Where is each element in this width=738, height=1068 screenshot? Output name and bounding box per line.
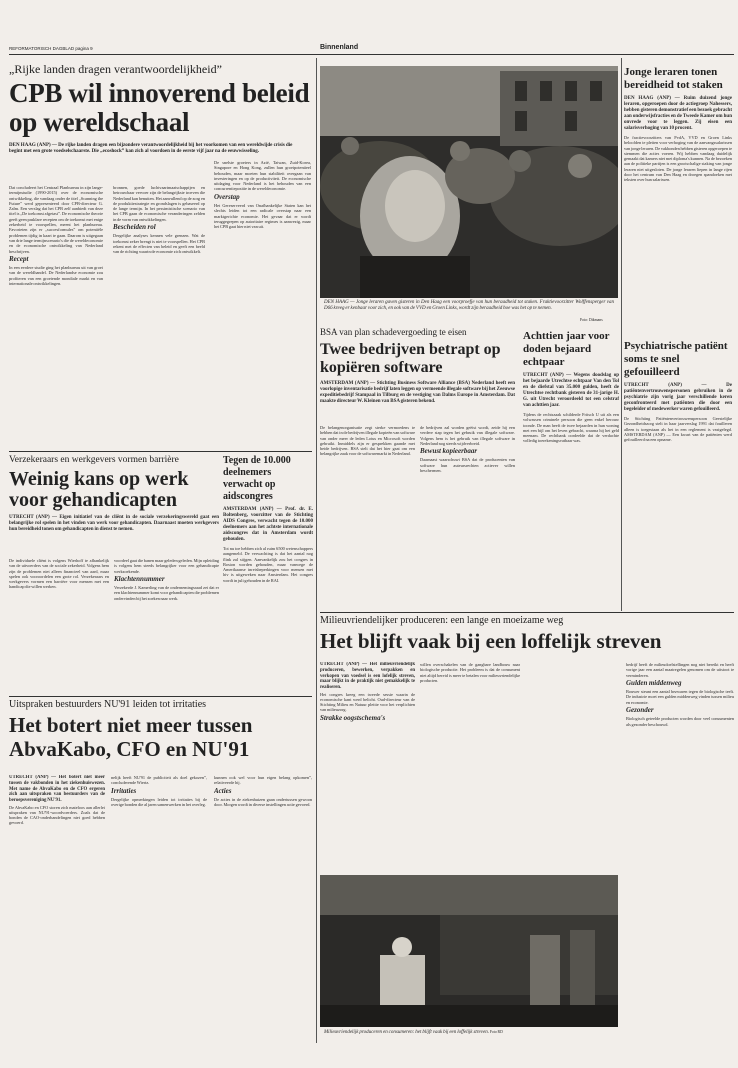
lead: DEN HAAG (ANP) — Ruim duizend jonge leraren, opgeroepen door de actiegroep Nahessers, hebben gisteren demonstratief een bezoek gebracht aan onderwijsfracties en de Tweede Kamer om hun onvrede voor te leggen. Zij eisen een salarisverhoging van 10 procent. <box>624 96 732 131</box>
paragraph: Dat concludeert het Centraal Planbureau in zijn lange-termijnstudie (1990-2015) over de economische ontwikkeling, die vandaag onder de titel „Scanning the Future” werd gepresenteerd door CPB-directeur G. Zalm. Een verslag dat het CPB zelf aanbiedt van deze titel is „De toekomst afgetast”. De economische theorie geeft geen pasklare recepten om de toekomst met enige zekerheid te voorspellen, meent het planbureau. Favorieten zijn er „succesformules” om potentiële problemen tijdig in kaart te gaan. Daarom is uitgegaan van drie lange termijnscenario's die de wereldeconomie en de economische ontwikkeling van Nederland beschrijven. <box>9 185 103 254</box>
paragraph: kunnen ook wel voor hun eigen belang opkomen”, relativeerde hij. <box>214 775 312 786</box>
subheading: Overstap <box>214 192 240 201</box>
photo-credit: Foto RD <box>489 1030 503 1034</box>
article-abvakabo-column-3 <box>214 775 312 1040</box>
article-psychiatrisch <box>624 340 732 611</box>
divider <box>320 612 734 613</box>
article-milieu-column-1 <box>320 662 415 872</box>
lead: UTRECHT (ANP) — Wegens doodslag op het bejaarde Utrechtse echtpaar Van den Tol en de diefstal van 35.000 gulden, heeft de Utrechtse rechtbank gisteren de 31-jarige H. G. uit Utrecht veroordeeld tot een celstraf van achttien jaar. <box>523 373 619 408</box>
kicker: Milieuvriendelijker produceren: een lange en moeizame weg <box>320 615 564 626</box>
kicker: Uitspraken bestuurders NU'91 leiden tot irritaties <box>9 699 207 710</box>
divider <box>9 696 312 697</box>
headline: Weinig kans op werk voor gehandicapten <box>9 468 189 511</box>
paragraph: de bedrijven zal worden geëist wordt, zeide hij een verdere stap tegen het gebruik van illegale software. Volgens hem is het gebruik van illegale software in Nederland nog steeds wijdverbreid. <box>420 425 515 446</box>
subheading: Gezonder <box>626 706 654 715</box>
kicker: BSA van plan schadevergoeding te eisen <box>320 327 467 337</box>
divider <box>9 451 312 452</box>
article-abvakabo-column-1 <box>9 775 105 1040</box>
paragraph: nelijk heeft NU'91 de publiciteit als doel gekozen”, concluderende Wiertz. <box>111 775 207 786</box>
article-cpb-column-3 <box>214 160 311 450</box>
article-bsa-column-1 <box>320 425 415 611</box>
paragraph: Daarnaast waarschuwt BSA dat de producenten van software hun auteursrechten actiever willen beschermen. <box>420 457 515 474</box>
article-bsa-column-2 <box>420 425 515 611</box>
paragraph: willen overschakelen van de gangbare landbouw naar biologische productie. Het probleem is dat de consument niet altijd bereid is meer te betalen voor milieuvriendelijke producten. <box>420 662 520 683</box>
photo-factory-image <box>320 875 618 1027</box>
article-abvakabo <box>9 699 312 761</box>
article-aidscongres <box>223 455 313 693</box>
lead: DEN HAAG (ANP) — De rijke landen dragen een bijzondere verantwoordelijkheid bij het voorkomen van een wereldwijde crisis die begint met een grote voedselschaarste. Die „ecoshock” kan zich al voordoen in de eerste vijf jaar na de eeuwwisseling. <box>9 143 293 154</box>
paragraph: De belangenorganisatie zegt sterke vermoedens te hebben dat in de bedrijven illegale kopieën van software van onder meer de leden Lotus en Microsoft worden gebruikt. Inmiddels zijn er gesprekken gaande met beide bedrijven. BSA stelt dat het hier gaat om een belangrijke zaak voor de softwaremarkt in Nederland. <box>320 425 415 457</box>
headline: CPB wil innoverend beleid op wereldschaal <box>9 78 310 137</box>
headline: Het blijft vaak bij een loffelijk streven <box>320 629 662 653</box>
header-rule <box>9 54 734 55</box>
article-bsa <box>320 327 515 405</box>
paragraph: De AbvaKabo en CFO storen zich mateloos aan allerlei uitspraken van NU'91-woordvoerders. Zoals dat de bonden de CAO-onderhandelingen niet goed hebben gevoerd. <box>9 804 105 826</box>
paragraph: bedrijf heeft de milieudoelstellingen nog niet bereikt en heeft vorige jaar een aantal maatregelen genomen om de uitstoot te verminderen. <box>626 662 734 678</box>
article-gehandicapten-column-2 <box>114 558 219 693</box>
column-rule <box>316 58 317 1043</box>
subheading: Gulden middenweg <box>626 678 682 687</box>
photo-caption <box>324 1029 614 1036</box>
paragraph: Het Gereserveerd van Onafhankelijke Staten kan het slechts leiden tot een radicale overstap naar een marktgerichte economie. Het gevaar dat er wordt teruggegrepen op autoritaire regimes is aanwezig, maar het CPB gaat hier niet van uit. <box>214 203 311 230</box>
kicker: „Rijke landen dragen verantwoordelijkheid” <box>9 62 222 76</box>
body: Tijdens de rechtszaak schilderde Fritsch U uit als een volwassen criminele persoon die geen enkel berouw toonde. De man heeft de twee bejaarden in hun woning met een bijl om het leven gebracht, waarna hij het geld meenam. De rechtbank oordeelde dat de verdachte volledig toerekeningsvatbaar was. <box>523 412 619 444</box>
paragraph: De acties in de ziekenhuizen gaan ondertussen gewoon door. Morgen wordt in diverse instellingen actie gevoerd. <box>214 796 312 808</box>
body: De Stichting Patiëntenvertrouwenspersoon Geestelijke Gezondheidszorg stelt in haar jaarverslag 1991 dat fouilleren alleen is toegestaan als het in een reglement is vastgelegd. AMSTERDAM (ANP) — Een kwart van de patiënten werd gefouilleerd na een opname. <box>624 416 732 443</box>
paragraph: De snelste groeiers in Azië, Taiwan, Zuid-Korea, Singapore en Hong Kong, zullen hun groeipotentieel behouden, maar moeten hun stabiliteit overgaan van investeringen en op de productiviteit. De economische uitdaging voor Nederland is het behouden van een concurrentiepositie in de wereldeconomie. <box>214 160 311 192</box>
running-head-section: Binnenland <box>320 44 359 51</box>
headline: Twee bedrijven betrapt op kopiëren software <box>320 341 501 376</box>
subheading: Bewust kopieerbaar <box>420 447 478 456</box>
paragraph: bronnen, goede luchtvaartmaatschappijen en betrouwbaar vervoer zijn de belangrijkste troeven die Nederland kan benutten. Het aanvullend op de zorg en de produktiestrategie en grondslagen is gebaseerd op de lange termijn. In het pessimistische scenario van het CPB gaan de economische veranderingen zelden in de vorm van ontwikkelingen. <box>113 185 205 222</box>
lead: UTRECHT (ANP) — Het botert niet meer tussen de vakbonden in het ziekenhuiswezen. Met name de AbvaKabo en de CFO ergeren zich aan uitspraken van bestuurders van de beroepsvereniging NU'91. <box>9 775 105 804</box>
lead: AMSTERDAM (ANP) — Stichting Business Software Alliance (BSA) Nederland heeft een voorlopige inventarisatie bedrijf laten leggen op vermeende illegale software bij het Zeeuwse expeditiebedrijf Stampaal in Tilburg en de vestiging van Dalms Europe in Amsterdam. Dat maakte directeur W. Kleinen van BSA gisteren bekend. <box>320 381 515 404</box>
headline: Tegen de 10.000 deelnemers verwacht op aidscongres <box>223 455 291 502</box>
paragraph: Dergelijke opmerkingen leiden tot irritaties bij de overige bonden die al jaren samenwerken in het overleg. <box>111 796 207 808</box>
subheading: Recept <box>9 254 29 263</box>
article-achttien-jaar <box>523 330 619 611</box>
lead: UTRECHT (ANP) — Het milieuvriendelijk produceren, bewerken, verpakken en verkopen van voedsel is een lofelijk streven, maar blijkt in de praktijk niet gemakkelijk te realiseren. <box>320 662 415 691</box>
paragraph: voordeel gaat die banen maar geleden geleden. Mijn opleiding is volgens hem steeds belangrijker voor een gehandicapte werkzoekende. <box>114 558 219 574</box>
article-leraren <box>624 66 732 337</box>
lead: AMSTERDAM (ANP) — Prof. dr. E. Boltenberg, voorzitter van de Stichting AIDS Congres, verwacht tegen de 10.000 deelnemers aan het achtste internationale aidscongres dat in Amsterdam wordt gehouden. <box>223 507 313 542</box>
article-cpb-column-2 <box>113 185 205 450</box>
photo-crowd-image <box>320 66 618 298</box>
headline: Jonge leraren tonen bereidheid tot staken <box>624 66 723 91</box>
paragraph: Dergelijke analyses kennen vele grenzen. Wat de toekomst zeker brengt is niet te voorspellen. Het CPB rekent met de effecten van beleid en geeft een beeld van de richting waarin de economie zich ontwikkelt. <box>113 233 205 255</box>
paragraph: In een eerdere studie ging het planbureau uit van groei van de wereldhandel. De Nederlandse economie zou profiteren van een groeiende mondiale markt en van internationale ontwikkelingen. <box>9 265 103 287</box>
paragraph: Verzekerde J. Kamerling van de ondernemingsraad zei dat er een klachtennummer komt voor gehandicapten die problemen ondervinden bij het zoeken naar werk. <box>114 585 219 601</box>
article-abvakabo-column-2 <box>111 775 207 1040</box>
paragraph: De individuele cliënt is volgens Wierhoff te afhankelijk van de uitvoerders van de sociale zekerheid. Volgens hem zijn de problemen niet alleen financieel van aard, maar spelen ook vooroordelen een grote rol. Verzekeraars en werkgevers vormen een barrière voor mensen met een handicap die willen werken. <box>9 558 109 590</box>
kicker: Verzekeraars en werkgevers vormen barrière <box>9 455 179 465</box>
column-rule <box>621 58 622 611</box>
body: Tot nu toe hebben zich al ruim 6500 wetenschappers aangemeld. De verwachting is dat het aantal nog flink zal stijgen. Aanvankelijk zou het congres in Boston worden gehouden, maar vanwege de Amerikaanse inreisbeperkingen voor mensen met hiv is uitgeweken naar Amsterdam. Het congres wordt in juli gehouden in de RAI. <box>223 546 313 583</box>
running-head-paper: REFORMATORISCH DAGBLAD pagina 9 <box>9 46 93 51</box>
photo-credit: Foto: Dikmans <box>580 318 603 322</box>
subheading: Irritaties <box>111 786 137 795</box>
body: De fractievoorzitters van PvdA, VVD en Groen Links beloofden te pleiten voor verhoging van de aanvangssalarissen van jonge leraren. De vakbonden hebben gisteren opgeroepen te stemmen die acties voeren. Wij hebben vandaag duidelijk gemaakt dat kamers niet met diploma's kunnen. Na de bezoeken aan de politieke partijen is een grootschalige staking van jonge leraren niet uitgesloten. De jonge leraren liepen in lange rijen door het centrum van Den Haag en droegen spandoeken met teksten over hun salarissen. <box>624 135 732 183</box>
paragraph: Het congres kreeg een tweede sessie waarin de economische kant werd belicht. Oud-directeur van de Stichting Milieu en Natuur pleitte voor het verplichten van milieuzorg. <box>320 691 415 713</box>
photo-caption <box>324 300 614 312</box>
photo-milieu <box>320 875 618 1027</box>
article-cpb-column-1 <box>9 185 103 450</box>
caption-text: DEN HAAG — Jonge leraren gaven gisteren in Den Haag een voorproefje van hun beraadheid tot staken. Fraktievoorzitter Wolffensperger van D66 kreeg er kenbaar voor zich, en ook van de VVD en Groen Links, wordt zijn beraadheid hoe was het op te nemen. <box>324 300 614 311</box>
paragraph: Bouwer steunt een aantal bezwaren tegen de biologische teelt. De industrie moet een gulden middenweg vinden tussen milieu en economie. <box>626 689 734 705</box>
headline: Psychiatrische patiënt soms te snel gefouilleerd <box>624 340 728 378</box>
subheading: Klachtennummer <box>114 574 165 583</box>
lead: UTRECHT (ANP) — Eigen initiatief van de cliënt in de sociale verzekeringswereld gaat een belangrijke rol spelen in het vinden van werk voor gehandicapten. Daarnaast moeten werkgevers hun bereidheid tonen om gehandicapten in dienst te nemen. <box>9 515 219 532</box>
article-milieu-column-2 <box>420 662 520 872</box>
headline: Het botert niet meer tussen AbvaKabo, CFO en NU'91 <box>9 713 253 761</box>
subheading: Bescheiden rol <box>113 223 156 232</box>
article-gehandicapten <box>9 455 219 533</box>
subheading: Acties <box>214 786 232 795</box>
caption-text: Milieuvriendelijk produceren en consumeren: het blijft vaak bij een loffelijk streven. <box>324 1030 489 1035</box>
subheading: Strakke oogstschema's <box>320 713 386 722</box>
headline: Achttien jaar voor doden bejaard echtpaar <box>523 330 610 368</box>
lead: UTRECHT (ANP) — De patiëntenvertrouwenspersonen gebruiken in de psychiatrie zijn vorig jaar verschillende keren geconfronteerd met patiënten die door een begeleider of medewerker waren gefouilleerd. <box>624 383 732 412</box>
photo-teachers-demonstration <box>320 66 618 298</box>
article-gehandicapten-column-1 <box>9 558 109 693</box>
article-milieu <box>320 615 734 653</box>
article-milieu-column-3 <box>626 662 734 1042</box>
paragraph: Biologisch geteelde producten worden door veel consumenten als gezonder beschouwd. <box>626 716 734 727</box>
